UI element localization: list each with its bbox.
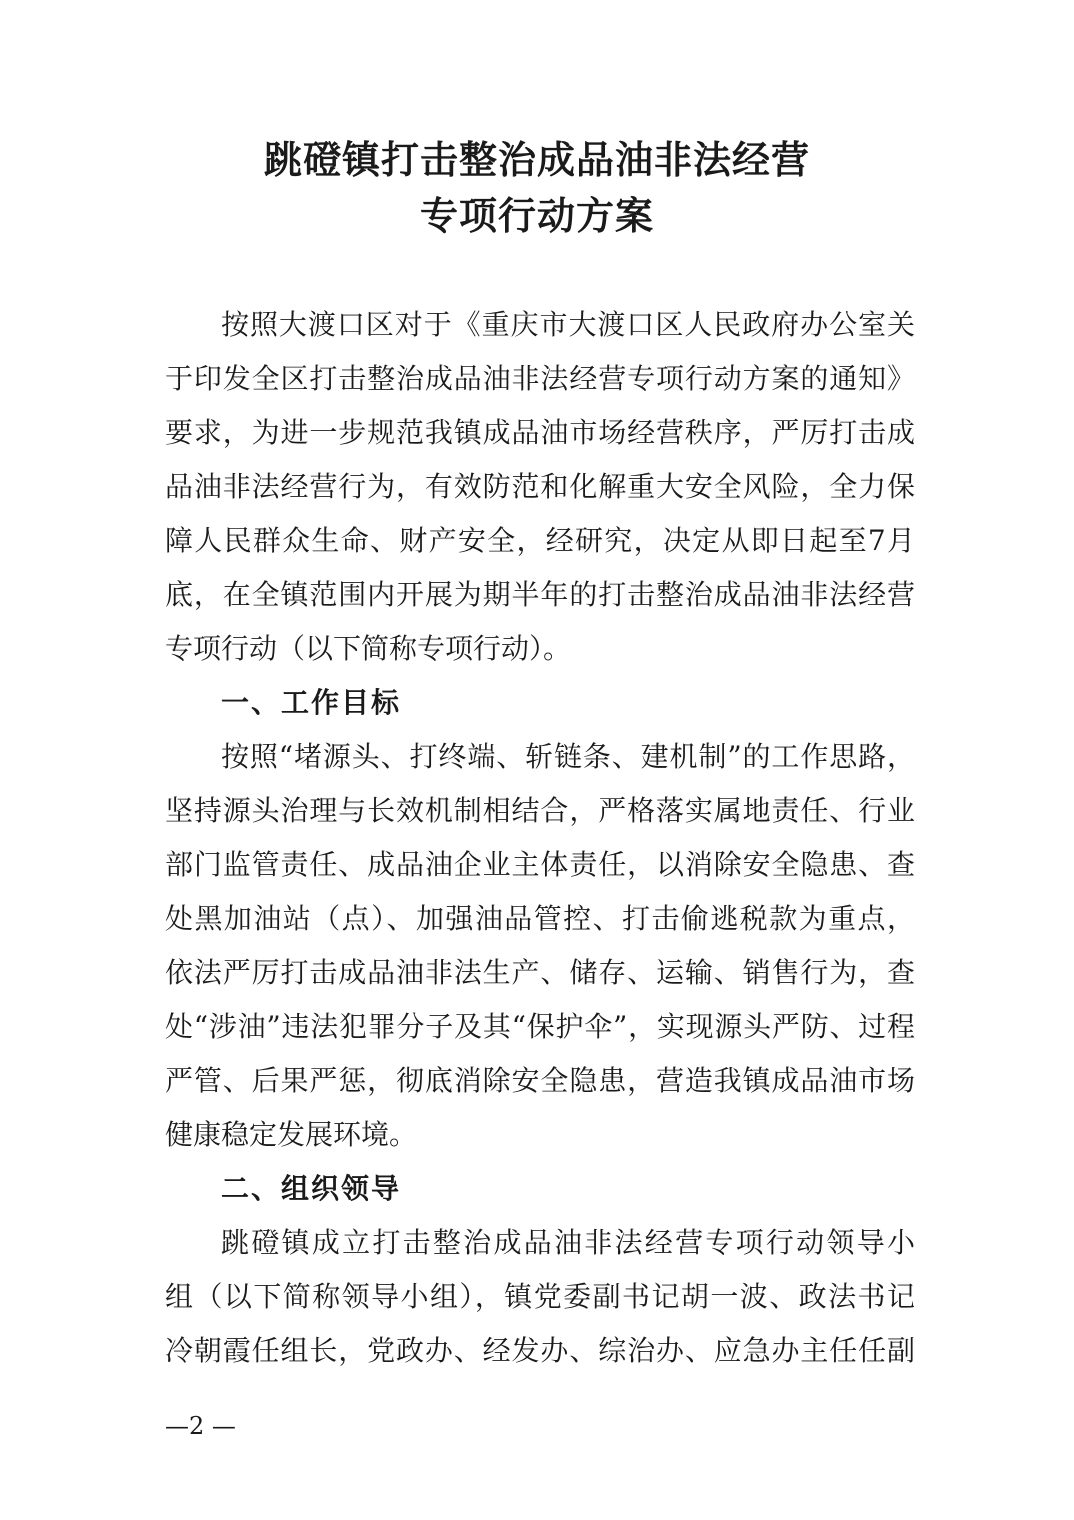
paragraph-line: 组（以下简称领导小组），镇党委副书记胡一波、政法书记 <box>165 1280 915 1313</box>
paragraph-line: 跳磴镇成立打击整治成品油非法经营专项行动领导小 <box>221 1226 915 1259</box>
paragraph-line: 按照大渡口区对于《重庆市大渡口区人民政府办公室关 <box>221 308 915 341</box>
paragraph-line: 部门监管责任、成品油企业主体责任，以消除安全隐患、查 <box>165 848 915 881</box>
paragraph-line: 坚持源头治理与长效机制相结合，严格落实属地责任、行业 <box>165 794 915 827</box>
section-heading-organization: 二、组织领导 <box>221 1172 402 1205</box>
paragraph-line: 底，在全镇范围内开展为期半年的打击整治成品油非法经营 <box>165 578 915 611</box>
paragraph-line: 要求，为进一步规范我镇成品油市场经营秩序，严厉打击成 <box>165 416 915 449</box>
paragraph-line: 品油非法经营行为，有效防范和化解重大安全风险，全力保 <box>165 470 915 503</box>
paragraph-line: 健康稳定发展环境。 <box>165 1118 418 1151</box>
paragraph-line: 严管、后果严惩，彻底消除安全隐患，营造我镇成品油市场 <box>165 1064 915 1097</box>
paragraph-line: 按照“堵源头、打终端、斩链条、建机制”的工作思路， <box>221 740 915 773</box>
paragraph-line: 专项行动（以下简称专项行动）。 <box>165 632 572 665</box>
paragraph-line: 处“涉油”违法犯罪分子及其“保护伞”，实现源头严防、过程 <box>165 1010 915 1043</box>
paragraph-line: 冷朝霞任组长，党政办、经发办、综治办、应急办主任任副 <box>165 1334 915 1367</box>
paragraph-line: 依法严厉打击成品油非法生产、储存、运输、销售行为，查 <box>165 956 915 989</box>
document-title-line-1: 跳磴镇打击整治成品油非法经营 <box>263 137 810 182</box>
paragraph-line: 处黑加油站（点）、加强油品管控、打击偷逃税款为重点， <box>165 902 915 935</box>
section-heading-work-goals: 一、工作目标 <box>221 686 402 719</box>
page-number: —2 — <box>165 1412 236 1440</box>
paragraph-line: 障人民群众生命、财产安全，经研究，决定从即日起至7月 <box>165 524 915 557</box>
document-title-line-2: 专项行动方案 <box>419 193 654 238</box>
paragraph-line: 于印发全区打击整治成品油非法经营专项行动方案的通知》 <box>165 362 915 395</box>
